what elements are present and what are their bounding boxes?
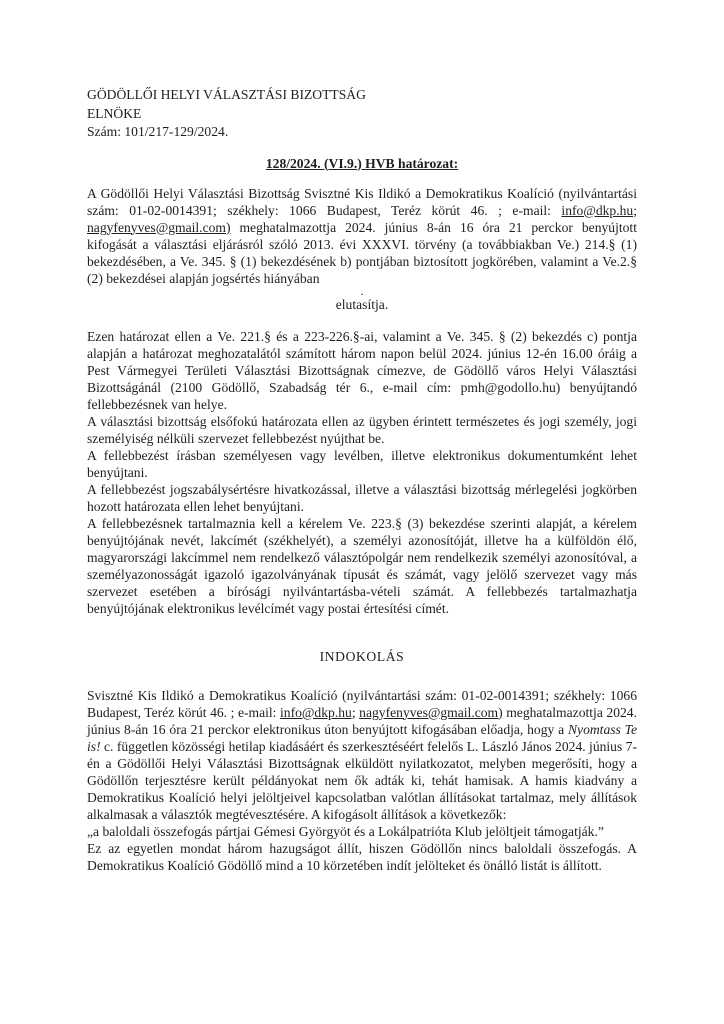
reasoning-heading: INDOKOLÁS (319, 648, 405, 664)
org-name: GÖDÖLLŐI HELYI VÁLASZTÁSI BIZOTTSÁG (87, 87, 366, 102)
email-text: nagyfenyves@gmail.com) (87, 219, 231, 235)
quoted-statement: „a baloldali összefogás pártjai Gémesi Györgyöt és a Lokálpatrióta Klub jelöltjeit támogatják.” (87, 823, 604, 839)
text-segment: meghatalmazottja 2024. június 8-án 16 óra 21 perckor benyújtott kifogását a választási eljárásról szóló 2013. évi XXXVI. törvény (a továbbiakban Ve.) 214.§ (1) bekezdésében, a Ve. 345. § (1) bekezdésének b) pontjában biztosított jogkörében, valamint a Ve.2.§ (2) bekezdései alapján jogsértés hiányában (87, 219, 637, 286)
text-segment: c. független közösségi hetilap kiadásáért és szerkesztéséért felelős L. László János 2024. június 7-én a Gödöllői Helyi Választási Bizottságnak elküldött nyilatkozatot, melyben megerősíti, hogy a Gödöllőn terjesztésre került példányokat nem ők adták ki, tehát hamisak. A hamis kiadvány a Demokratikus Koalíció helyi jelöltjeivel kapcsolatban valótlan állításokat tartalmaz, mely állítások alkalmasak a választók megtévesztésére. A kifogásolt állítások a következők: (87, 738, 637, 822)
publication-name: Nyomtass Te is! (87, 721, 637, 754)
case-number: Szám: 101/217-129/2024. (87, 124, 229, 139)
appeal-paragraph-who-may-appeal: A választási bizottság elsőfokú határozata ellen az ügyben érintett természetes és jogi személy, jogi személyiség nélküli szervezet fellebbezést nyújthat be. (87, 413, 637, 446)
appeal-paragraph-grounds: A fellebbezést jogszabálysértésre hivatkozással, illetve a választási bizottság mérlegelési jogkörben hozott határozata ellen lehet benyújtani. (87, 481, 637, 514)
stray-scan-mark: . (360, 283, 364, 298)
appeal-paragraph-deadline: Ezen határozat ellen a Ve. 221.§ és a 223-226.§-ai, valamint a Ve. 345. § (2) bekezdés c) pontja alapján a határozat meghozatalától számított három napon belül 2024. június 12-én 16.00 óráig a Pest Vármegyei Területi Választási Bizottságnak címezve, de Gödöllő város Helyi Választási Bizottságánál (2100 Gödöllő, Szabadság tér 6., e-mail cím: pmh@godollo.hu) benyújtandó fellebbezésnek van helye. (87, 328, 637, 412)
email-text: info@dkp.hu; (280, 704, 356, 720)
text-segment: A Gödöllői Helyi Választási Bizottság Svisztné Kis Ildikó a Demokratikus Koalíció (nyilvántartási szám: 01-02-0014391; székhely: 1066 Budapest, Teréz körút 46. ; e-mail: (87, 185, 637, 218)
document-header (87, 86, 637, 142)
verdict-text: elutasítja. (335, 296, 389, 312)
text-segment: meghatalmazottja 2024. június 8-án 16 óra 21 perckor elektronikus úton benyújtott kifogásában előadja, hogy a (87, 704, 637, 737)
email-text: nagyfenyves@gmail.com) (359, 704, 503, 720)
reasoning-intro-paragraph (87, 687, 637, 823)
appeal-paragraph-required-content: A fellebbezésnek tartalmaznia kell a kérelem Ve. 223.§ (3) bekezdése szerinti alapját, a kérelem benyújtójának nevét, lakcímét (székhelyét), a személyi azonosítóját, illetve ha a külföldön élő, magyarországi lakcímmel nem rendelkező választópolgár nem rendelkezik személyi azonosítóval, a személyazonosságát igazoló igazolványának típusát és számát, vagy jelölő szervezet vagy más szervezet esetében a bírósági nyilvántartásba-vételi számát. A fellebbezés tartalmazhatja benyújtójának elektronikus levélcímét vagy postai értesítési címét. (87, 515, 637, 616)
email-text: info@dkp.hu; (561, 202, 637, 218)
reasoning-conclusion: Ez az egyetlen mondat három hazugságot állít, hiszen Gödöllőn nincs baloldali összefogás. A Demokratikus Koalíció Gödöllő mind a 10 körzetében indít jelölteket és önálló listát is állított. (87, 840, 637, 873)
decision-intro-paragraph (87, 185, 637, 287)
appeal-section (87, 328, 637, 617)
decision-title: 128/2024. (VI.9.) HVB határozat: (265, 155, 459, 171)
appeal-paragraph-submission-forms: A fellebbezést írásban személyesen vagy levélben, illetve elektronikus dokumentumként lehet benyújtani. (87, 447, 637, 480)
text-segment: Svisztné Kis Ildikó a Demokratikus Koalíció (nyilvántartási szám: 01-02-0014391; székhely: 1066 Budapest, Teréz körút 46. ; e-mail: (87, 687, 637, 720)
org-role: ELNÖKE (87, 105, 142, 121)
reasoning-section (87, 687, 637, 874)
